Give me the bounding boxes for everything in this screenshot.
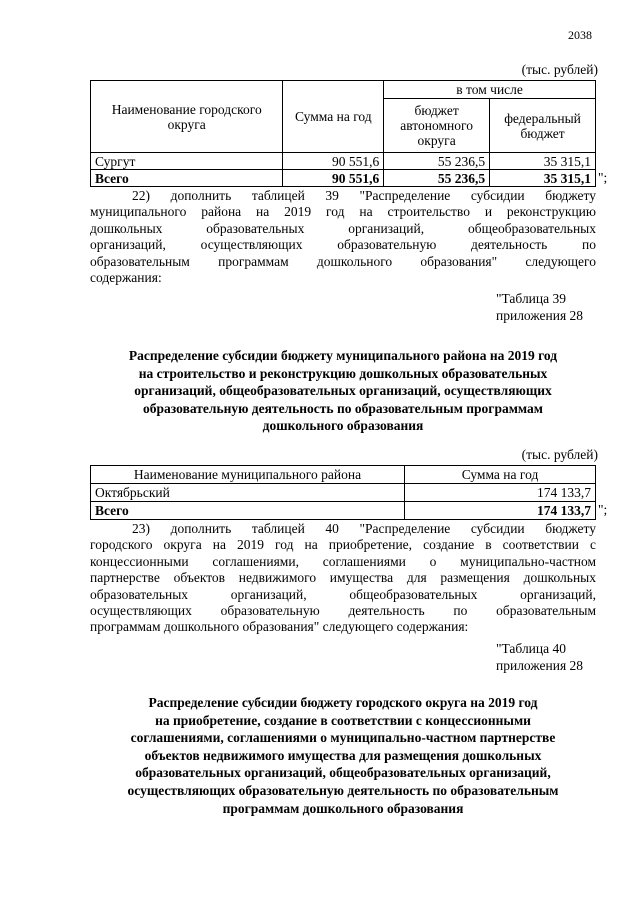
table1-header-sum: Сумма на год [283, 81, 384, 153]
table1-total-autonomous: 55 236,5 [384, 170, 490, 187]
table40-title [90, 694, 596, 817]
table-ref-line: "Таблица 40 [496, 641, 566, 656]
table2-header-name: Наименование муниципального района [91, 466, 405, 484]
table1-header-autonomous: бюджет автономного округа [384, 99, 490, 153]
paragraph-line: 23) дополнить таблицей 40 "Распределение субсидии бюджету [132, 521, 596, 536]
table2-total-name: Всего [91, 502, 405, 520]
table-ref-line: "Таблица 39 [496, 291, 566, 306]
paragraph-line: дошкольных образовательных организаций, общеобразовательных [90, 220, 596, 236]
title-line: Распределение субсидии бюджету муниципального района на 2019 год [128, 348, 558, 363]
table2-row [91, 484, 596, 502]
table2-total-row [91, 502, 596, 520]
title-line: организаций, общеобразовательных организаций, осуществляющих [134, 383, 552, 399]
table1-header-name: Наименование городского округа [91, 81, 283, 153]
title-line: на приобретение, создание в соответствии с концессионными [155, 712, 531, 728]
title-line: образовательных организаций, общеобразовательных организаций, [135, 765, 551, 781]
paragraph-line: образовательным программам дошкольного образования" следующего [90, 253, 596, 269]
table1-row-sum: 90 551,6 [283, 153, 384, 170]
table2-tail: "; [598, 502, 608, 517]
table1-unit: (тыс. рублей) [521, 62, 598, 77]
title-line: программам дошкольного образования [222, 800, 464, 816]
title-line: соглашениями, соглашениями о муниципально-частном партнерстве [130, 730, 556, 746]
table1-row-federal: 35 315,1 [490, 153, 596, 170]
paragraph-line: программам дошкольного образования" следующего содержания: [90, 619, 469, 635]
table-ref-line: приложения 28 [496, 308, 584, 323]
table1-header-federal: федеральный бюджет [490, 99, 596, 153]
table1-total-federal: 35 315,1 [490, 170, 596, 187]
table2-total-sum: 174 133,7 [405, 502, 596, 520]
paragraph-line: образовательных организаций, общеобразовательных организаций, [90, 586, 596, 602]
table1-total-name: Всего [91, 170, 283, 187]
table1-header-incl: в том числе [384, 81, 596, 99]
title-line: образовательную деятельность по образовательным программам [143, 400, 543, 416]
paragraph-line: партнерстве объектов недвижимого имущества для размещения дошкольных [90, 570, 596, 586]
table2-header-sum: Сумма на год [405, 466, 596, 484]
table39-title [90, 347, 596, 435]
table1-total-sum: 90 551,6 [283, 170, 384, 187]
table2-unit: (тыс. рублей) [521, 447, 598, 462]
title-line: на строительство и реконструкцию дошкольных образовательных [138, 365, 548, 381]
title-line: Распределение субсидии бюджету городского округа на 2019 год [148, 695, 538, 710]
paragraph-22 [90, 188, 596, 286]
table1-tail: "; [598, 170, 608, 185]
page-number: 2038 [568, 28, 592, 42]
table1-total-row [91, 170, 596, 187]
paragraph-line: городского округа на 2019 год на приобретение, создание в соответствии с [90, 537, 596, 553]
paragraph-line: концессионными соглашениями, соглашениями о муниципально-частном [90, 553, 596, 569]
table1-row-name: Сургут [91, 153, 283, 170]
table40-reference [496, 640, 583, 674]
paragraph-23 [90, 521, 596, 636]
title-line: осуществляющих образовательную деятельность по образовательным [127, 782, 559, 798]
table2 [90, 465, 596, 520]
table2-row-sum: 174 133,7 [405, 484, 596, 502]
title-line: объектов недвижимого имущества для размещения дошкольных [144, 747, 542, 763]
table-ref-line: приложения 28 [496, 658, 584, 673]
paragraph-line: муниципального района на 2019 год на строительство и реконструкцию [90, 204, 596, 220]
paragraph-line: содержания: [90, 270, 162, 286]
table1-row-autonomous: 55 236,5 [384, 153, 490, 170]
table39-reference [496, 290, 583, 324]
table2-row-name: Октябрьский [91, 484, 405, 502]
table1-row [91, 153, 596, 170]
title-line: дошкольного образования [262, 418, 424, 434]
table1 [90, 80, 596, 187]
paragraph-line: организаций, осуществляющих образовательную деятельность по [90, 237, 596, 253]
paragraph-line: 22) дополнить таблицей 39 "Распределение субсидии бюджету [132, 188, 596, 203]
paragraph-line: осуществляющих образовательную деятельность по образовательным [90, 603, 596, 619]
